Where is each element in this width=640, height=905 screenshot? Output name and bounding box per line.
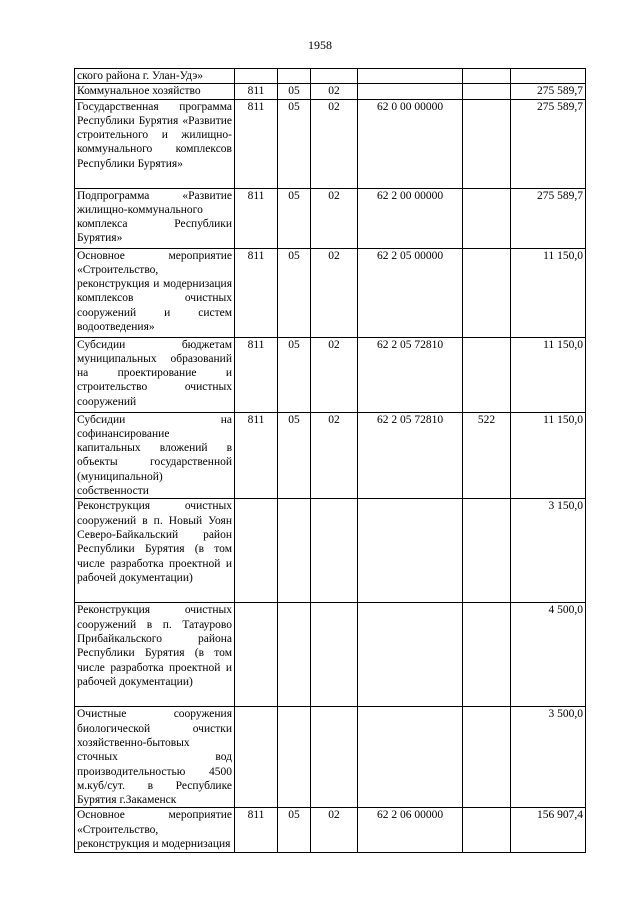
amount-cell: 3 150,0: [511, 499, 586, 603]
section-cell: 05: [278, 808, 311, 853]
target-article-cell: 62 2 06 00000: [358, 808, 463, 853]
amount-cell: 156 907,4: [511, 808, 586, 853]
subsection-cell: 02: [311, 84, 358, 99]
table-row: [75, 499, 586, 603]
amount-cell: 11 150,0: [511, 337, 586, 412]
target-article-cell: 62 2 05 72810: [358, 412, 463, 499]
expense-type-cell: [463, 188, 511, 248]
subsection-cell: 02: [311, 188, 358, 248]
target-article-cell: 62 2 05 72810: [358, 337, 463, 412]
amount-cell: 275 589,7: [511, 188, 586, 248]
row-name: Государственная программа Республики Бурятия «Развитие строительного и жилищно-коммунального комплексов Республики Бурятия»: [75, 99, 235, 188]
section-cell: [278, 603, 311, 707]
grbs-cell: 811: [235, 188, 278, 248]
amount-cell: 275 589,7: [511, 99, 586, 188]
grbs-cell: 811: [235, 248, 278, 337]
subsection-cell: [311, 707, 358, 808]
table-row: [75, 188, 586, 248]
expense-type-cell: [463, 84, 511, 99]
table-row: [75, 69, 586, 84]
subsection-cell: 02: [311, 808, 358, 853]
row-name: Подпрограмма «Развитие жилищно-коммунального комплекса Республики Бурятия»: [75, 188, 235, 248]
subsection-cell: 02: [311, 337, 358, 412]
subsection-cell: [311, 69, 358, 84]
row-name: Основное мероприятие «Строительство, реконструкция и модернизация комплексов очистных сооружений и систем водоотведения»: [75, 248, 235, 337]
amount-cell: 3 500,0: [511, 707, 586, 808]
target-article-cell: 62 0 00 00000: [358, 99, 463, 188]
grbs-cell: 811: [235, 412, 278, 499]
grbs-cell: [235, 707, 278, 808]
expense-type-cell: [463, 69, 511, 84]
table-row: [75, 412, 586, 499]
section-cell: 05: [278, 337, 311, 412]
budget-table: [74, 68, 586, 853]
table-row: [75, 337, 586, 412]
table-row: [75, 99, 586, 188]
section-cell: [278, 69, 311, 84]
table-row: [75, 808, 586, 853]
section-cell: 05: [278, 188, 311, 248]
amount-cell: 11 150,0: [511, 248, 586, 337]
section-cell: 05: [278, 412, 311, 499]
amount-cell: 11 150,0: [511, 412, 586, 499]
target-article-cell: [358, 69, 463, 84]
target-article-cell: [358, 499, 463, 603]
target-article-cell: 62 2 05 00000: [358, 248, 463, 337]
expense-type-cell: [463, 707, 511, 808]
expense-type-cell: [463, 248, 511, 337]
expense-type-cell: 522: [463, 412, 511, 499]
grbs-cell: 811: [235, 84, 278, 99]
table-row: [75, 707, 586, 808]
section-cell: 05: [278, 99, 311, 188]
amount-cell: [511, 69, 586, 84]
grbs-cell: 811: [235, 808, 278, 853]
table-row: [75, 84, 586, 99]
target-article-cell: [358, 603, 463, 707]
expense-type-cell: [463, 337, 511, 412]
amount-cell: 4 500,0: [511, 603, 586, 707]
expense-type-cell: [463, 99, 511, 188]
target-article-cell: [358, 707, 463, 808]
row-name: Коммунальное хозяйство: [75, 84, 235, 99]
section-cell: 05: [278, 84, 311, 99]
row-name: Реконструкция очистных сооружений в п. Новый Уоян Северо-Байкальский район Республики Бурятия (в том числе разработка проектной и рабочей документации): [75, 499, 235, 603]
table-row: [75, 603, 586, 707]
subsection-cell: 02: [311, 248, 358, 337]
grbs-cell: [235, 499, 278, 603]
row-name: Реконструкция очистных сооружений в п. Татаурово Прибайкальского района Республики Бурятия (в том числе разработка проектной и рабочей документации): [75, 603, 235, 707]
amount-cell: 275 589,7: [511, 84, 586, 99]
row-name: Субсидии на софинансирование капитальных вложений в объекты государственной (муниципальной) собственности: [75, 412, 235, 499]
row-name: Основное мероприятие «Строительство, реконструкция и модернизация: [75, 808, 235, 853]
page-number: 1958: [308, 38, 332, 52]
row-name: Субсидии бюджетам муниципальных образований на проектирование и строительство очистных сооружений: [75, 337, 235, 412]
expense-type-cell: [463, 603, 511, 707]
expense-type-cell: [463, 499, 511, 603]
grbs-cell: [235, 69, 278, 84]
section-cell: [278, 499, 311, 603]
row-name: Очистные сооружения биологической очистки хозяйственно-бытовых сточных вод производительностью 4500 м.куб/сут. в Республике Бурятия г.Закаменск: [75, 707, 235, 808]
grbs-cell: 811: [235, 337, 278, 412]
table-row: [75, 248, 586, 337]
target-article-cell: 62 2 00 00000: [358, 188, 463, 248]
row-name: ского района г. Улан-Удэ»: [75, 69, 235, 84]
expense-type-cell: [463, 808, 511, 853]
section-cell: [278, 707, 311, 808]
grbs-cell: [235, 603, 278, 707]
grbs-cell: 811: [235, 99, 278, 188]
subsection-cell: 02: [311, 412, 358, 499]
subsection-cell: [311, 499, 358, 603]
subsection-cell: [311, 603, 358, 707]
section-cell: 05: [278, 248, 311, 337]
subsection-cell: 02: [311, 99, 358, 188]
target-article-cell: [358, 84, 463, 99]
